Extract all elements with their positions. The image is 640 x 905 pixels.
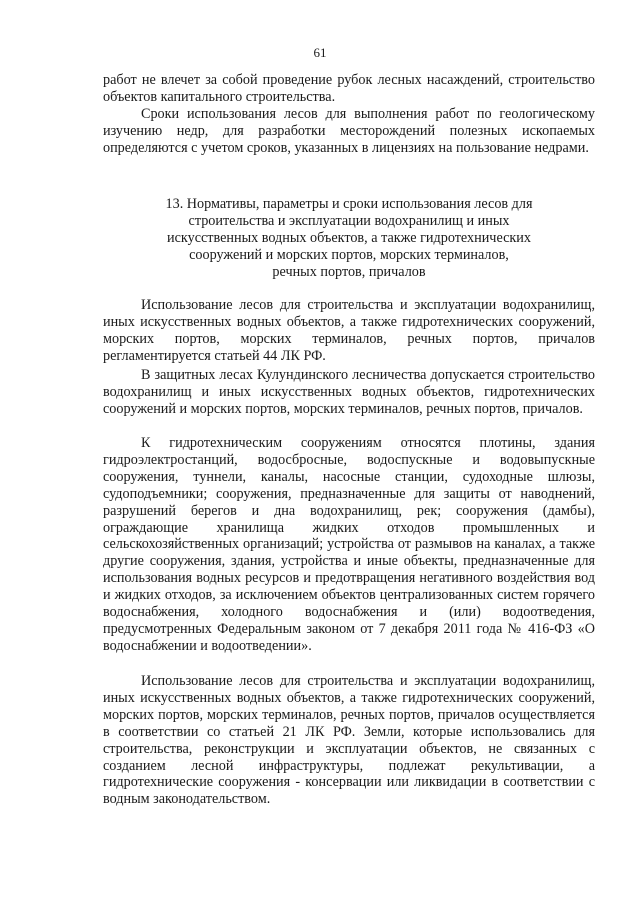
paragraph-geology-terms: Сроки использования лесов для выполнения работ по геологическому изучению недр, для разработки месторождений полезных ископаемых определяются с учетом сроков, указанных в лицензиях на пользование недрами. <box>103 106 595 156</box>
section-heading-line: строительства и эксплуатации водохранилищ и иных <box>188 212 510 229</box>
section-heading-line: 13. Нормативы, параметры и сроки использования лесов для <box>165 196 533 212</box>
section-heading-line: речных портов, причалов <box>272 263 426 280</box>
paragraph-continuation: работ не влечет за собой проведение рубок лесных насаждений, строительство объектов капитального строительства. <box>103 72 595 105</box>
page-number: 61 <box>313 45 327 60</box>
paragraph-reclamation: Использование лесов для строительства и эксплуатации водохранилищ, иных искусственных водных объектов, а также гидротехнических сооружений, морских портов, морских терминалов, речных портов, причалов осуществляется в соответствии со статьей 21 ЛК РФ. Земли, которые использовались для строительства, реконструкции и эксплуатации объектов, не связанных с созданием лесной инфраструктуры, подлежат рекультивации, а гидротехнические сооружения - консервации или ликвидации в соответствии с водным законодательством. <box>103 673 595 808</box>
paragraph-protected-forests: В защитных лесах Кулундинского лесничества допускается строительство водохранилищ и иных искусственных водных объектов, гидротехнических сооружений и морских портов, морских терминалов, речных портов, причалов. <box>103 367 595 417</box>
section-heading <box>103 196 595 281</box>
section-heading-line: искусственных водных объектов, а также гидротехнических <box>167 229 531 246</box>
section-heading-line: сооружений и морских портов, морских терминалов, <box>189 246 509 263</box>
paragraph-forest-use-regulation: Использование лесов для строительства и эксплуатации водохранилищ, иных искусственных водных объектов, а также гидротехнических сооружений, морских портов, морских терминалов, речных портов, причалов регламентируется статьей 44 ЛК РФ. <box>103 297 595 364</box>
paragraph-hydraulic-structures: К гидротехническим сооружениям относятся плотины, здания гидроэлектростанций, водосбросные, водоспускные и водовыпускные сооружения, туннели, каналы, насосные станции, судоходные шлюзы, судоподъемники; сооружения, предназначенные для защиты от наводнений, разрушений берегов и дна водохранилищ, рек; сооружения (дамбы), ограждающие хранилища жидких отходов промышленных и сельскохозяйственных организаций; устройства от размывов на каналах, а также другие сооружения, здания, устройства и иные объекты, предназначенные для использования водных ресурсов и предотвращения негативного воздействия вод и жидких отходов, за исключением объектов централизованных систем горячего водоснабжения, холодного водоснабжения и (или) водоотведения, предусмотренных Федеральным законом от 7 декабря 2011 года № 416-ФЗ «О водоснабжении и водоотведении». <box>103 435 595 654</box>
